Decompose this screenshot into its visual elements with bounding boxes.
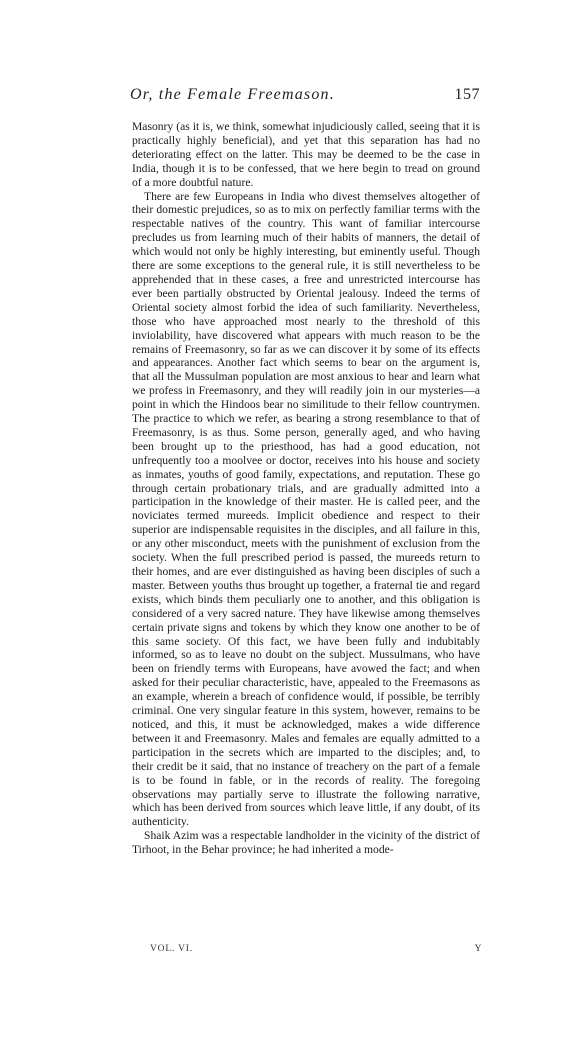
body-text (132, 120, 480, 857)
signature-mark: Y (474, 944, 482, 954)
running-head (130, 86, 480, 110)
page-number: 157 (454, 86, 480, 103)
paragraph-continuation: Masonry (as it is, we think, somewhat injudiciously called, seeing that it is practically highly beneficial), and yet that this separation has had no deteriorating effect on the latter. This may be deemed to be the case in India, though it is to be confessed, that we here begin to tread on ground of a more doubtful nature. (132, 120, 480, 189)
paragraph-freemasonry-in-india: There are few Europeans in India who divest themselves altogether of their domestic prejudices, so as to mix on perfectly familiar terms with the respectable natives of the country. This want of familiar intercourse precludes us from learning much of their habits of manners, the detail of which would not only be highly interesting, but eminently useful. Though there are some exceptions to the general rule, it is still nevertheless to be apprehended that in these cases, a free and unrestricted intercourse has ever been partially obstructed by Oriental jealousy. Indeed the terms of Oriental society almost forbid the idea of such familiarity. Nevertheless, those who have approached most nearly to the threshold of this inviolability, have discovered what appears with much reason to be the remains of Freemasonry, so far as we can discover it by some of its effects and appearances. Another fact which seems to bear on the argument is, that all the Mussulman population are most anxious to hear and learn what we profess in Freemasonry, and they will readily join in our mysteries—a point in which the Hindoos bear no similitude to their fellow countrymen. The practice to which we refer, as bearing a strong resemblance to that of Freemasonry, is as thus. Some person, generally aged, and who having been brought up to the priesthood, has had a good education, not unfrequently too a moolvee or doctor, receives into his house and society as inmates, youths of good family, expectations, and reputation. These go through certain probationary trials, and are gradually admitted into a participation in the knowledge of their master. He is called peer, and the noviciates termed mureeds. Implicit obedience and respect to their superior are indispensable requisites in the disciples, and all failure in this, or any other misconduct, meets with the punishment of exclusion from the society. When the full prescribed period is passed, the mureeds return to their homes, and are ever distinguished as having been disciples of such a master. Between youths thus brought up together, a fraternal tie and regard exists, which binds them peculiarly one to another, and this obligation is considered of a very sacred nature. They have likewise among themselves certain private signs and tokens by which they know one another to be of this same society. Of this fact, we have been fully and indubitably informed, so as to leave no doubt on the subject. Mussulmans, who have been on friendly terms with Europeans, have avowed the fact; and when asked for their peculiar characteristic, have, appealed to the Freemasons as an example, wherein a breach of confidence would, if possible, be terribly criminal. One very singular feature in this system, however, remains to be noticed, and this, it must be acknowledged, makes a wide difference between it and Freemasonry. Males and females are equally admitted to a participation in the secrets which are imparted to the disciples; and, to their credit be it said, that no instance of treachery on the part of a female is to be found in fable, or in the records of reality. The foregoing observations may partially serve to illustrate the following narrative, which has been derived from sources which leave little, if any doubt, of its authenticity. (132, 189, 480, 829)
paragraph-shaik-azim: Shaik Azim was a respectable landholder in the vicinity of the district of Tirhoot, in the Behar province; he had inherited a mode- (132, 829, 480, 857)
volume-label: VOL. VI. (150, 944, 193, 954)
page-footer (150, 944, 482, 960)
running-title: Or, the Female Freemason. (130, 86, 335, 103)
